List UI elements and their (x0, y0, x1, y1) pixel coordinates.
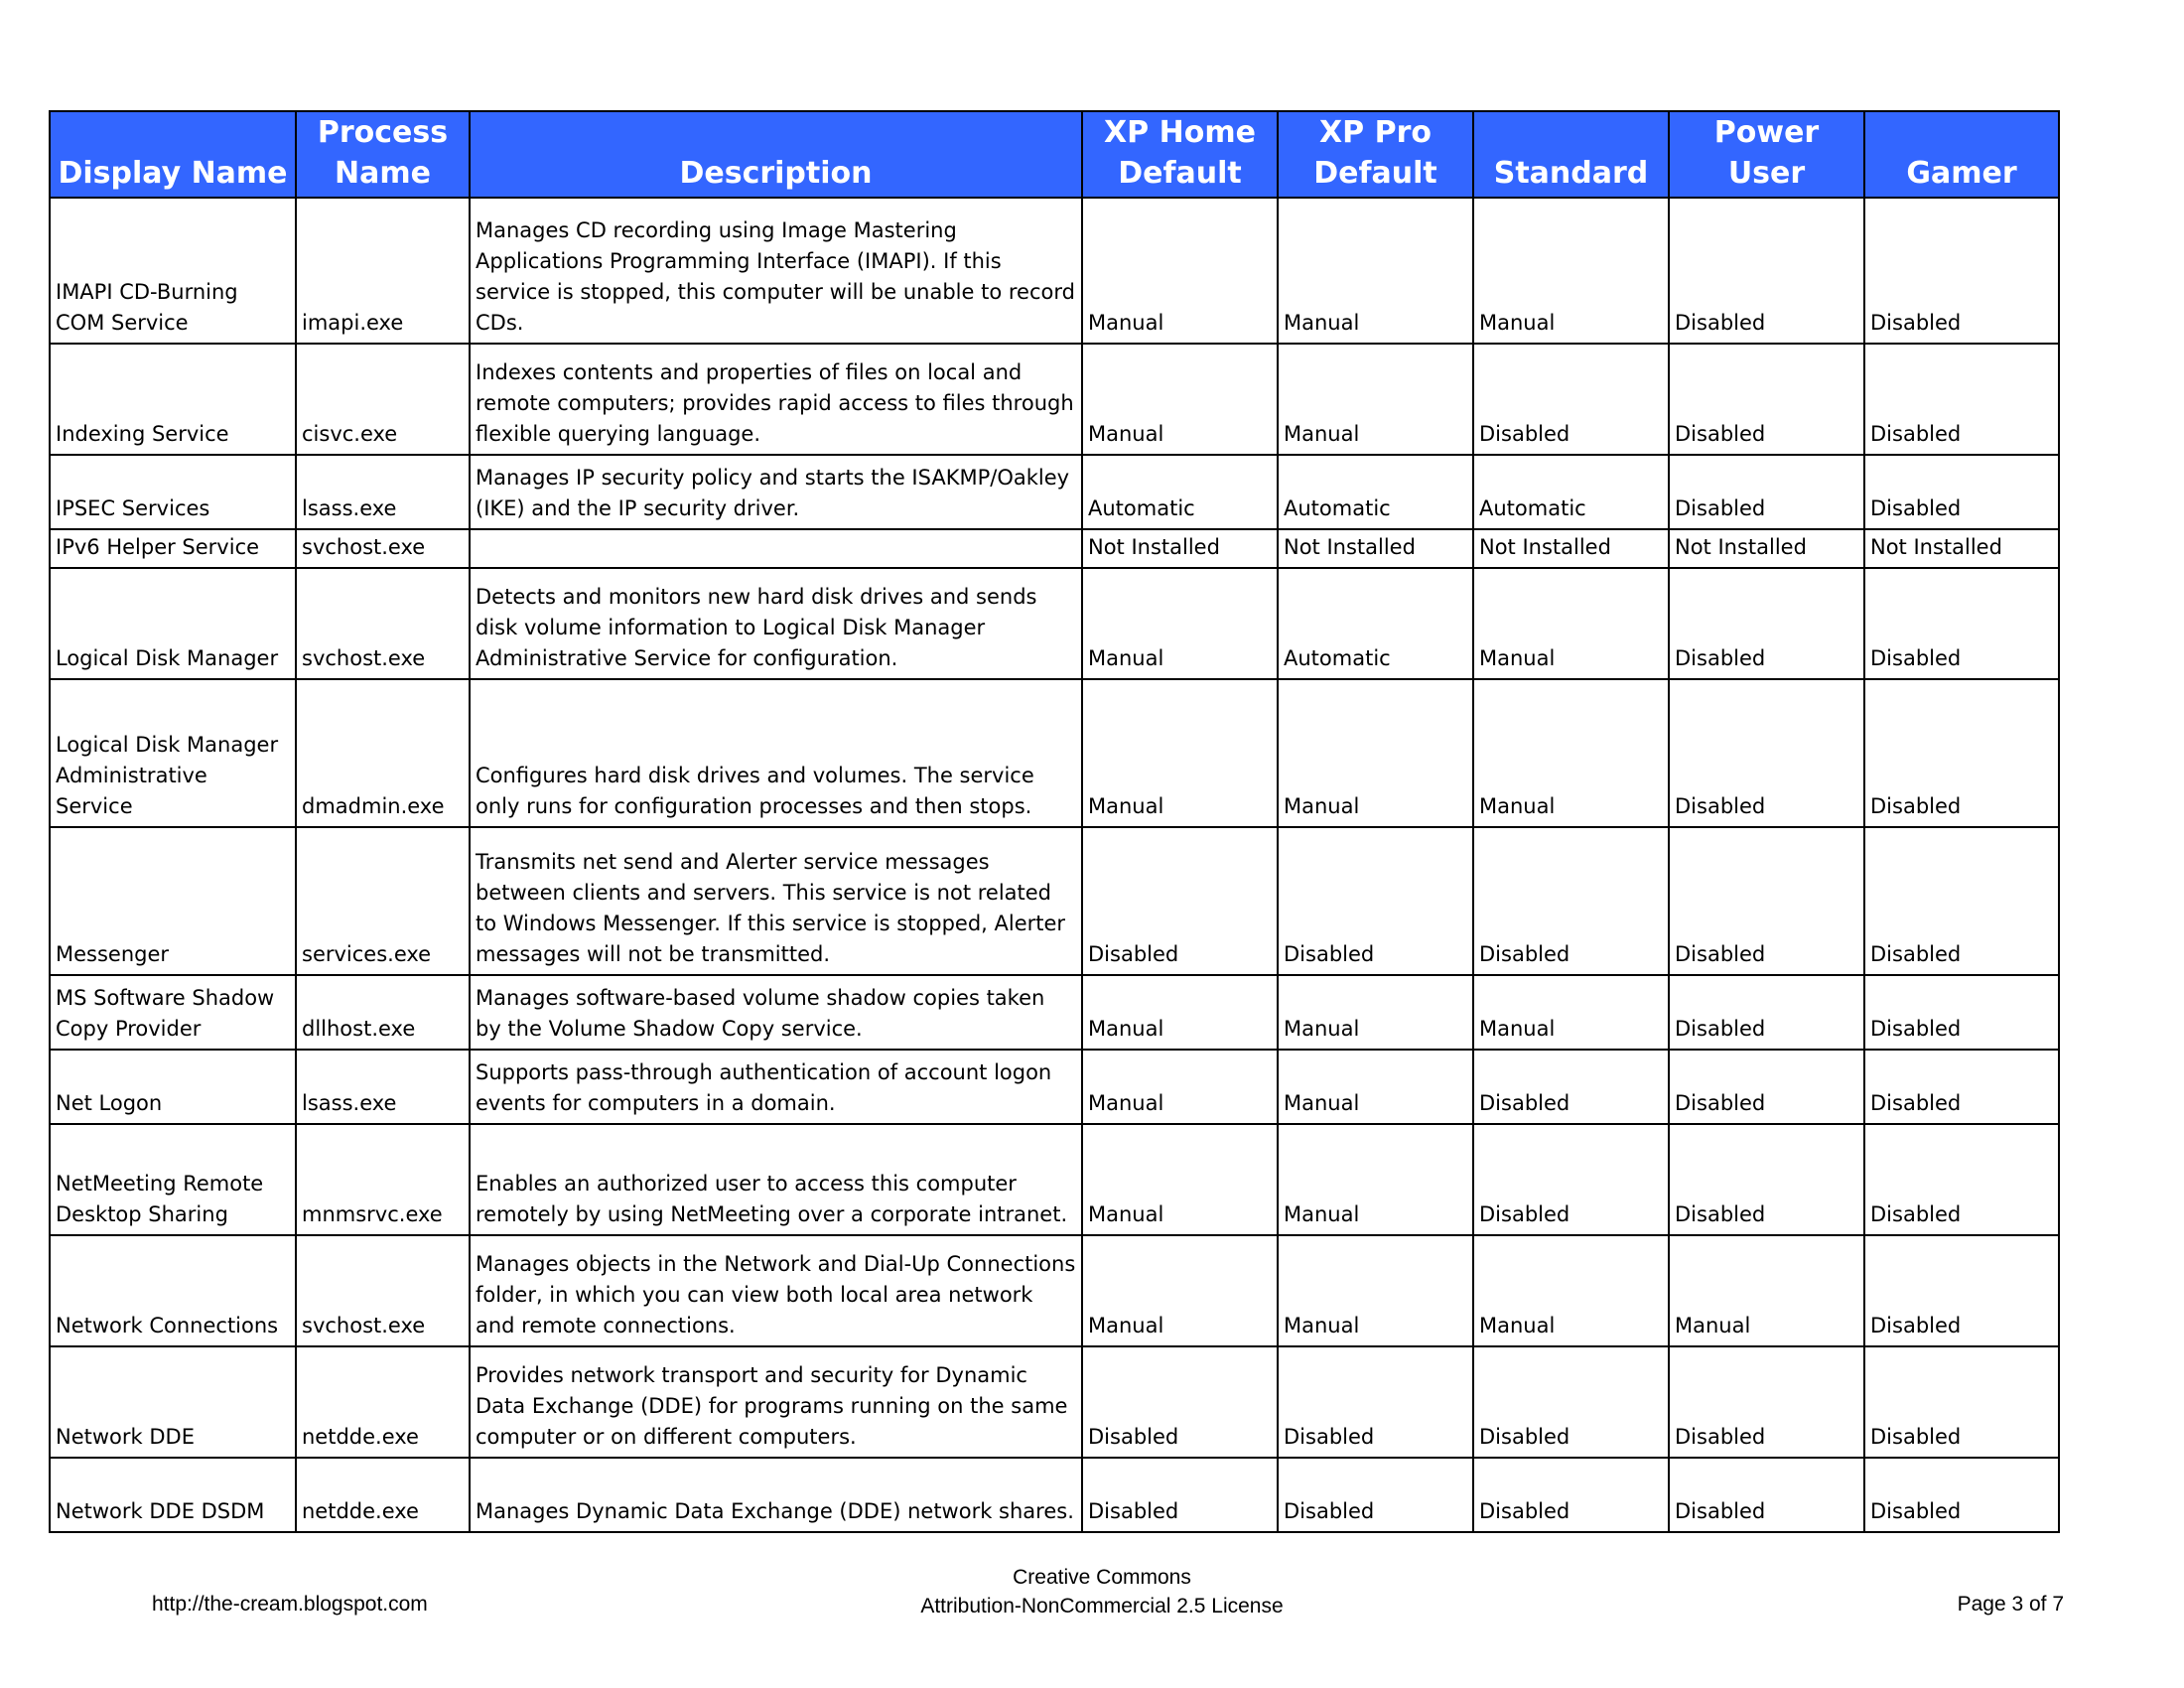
header-row (50, 111, 2059, 198)
table-row (50, 975, 2059, 1050)
cell-process-name: svchost.exe (296, 568, 470, 679)
cell-power-user: Disabled (1669, 455, 1864, 529)
cell-xp-pro-default: Manual (1278, 1235, 1473, 1346)
cell-display-name: Indexing Service (50, 344, 296, 455)
cell-xp-home-default: Not Installed (1082, 529, 1278, 568)
cell-process-name: lsass.exe (296, 1050, 470, 1124)
cell-xp-pro-default: Automatic (1278, 568, 1473, 679)
footer-page-number: Page 3 of 7 (1957, 1593, 2064, 1616)
cell-xp-home-default: Manual (1082, 679, 1278, 827)
cell-description: Provides network transport and security for Dynamic Data Exchange (DDE) for programs running on the same computer or on different computers. (470, 1346, 1082, 1458)
cell-xp-pro-default: Automatic (1278, 455, 1473, 529)
cell-power-user: Not Installed (1669, 529, 1864, 568)
cell-gamer: Not Installed (1864, 529, 2059, 568)
cell-description: Detects and monitors new hard disk drives and sends disk volume information to Logical Disk Manager Administrative Service for configuration. (470, 568, 1082, 679)
cell-power-user: Disabled (1669, 827, 1864, 975)
table-row (50, 1124, 2059, 1235)
header-xp-pro-default: XP Pro Default (1278, 111, 1473, 198)
cell-xp-home-default: Manual (1082, 975, 1278, 1050)
cell-gamer: Disabled (1864, 975, 2059, 1050)
cell-standard: Disabled (1473, 344, 1669, 455)
cell-process-name: svchost.exe (296, 529, 470, 568)
cell-process-name: dllhost.exe (296, 975, 470, 1050)
cell-power-user: Disabled (1669, 1346, 1864, 1458)
cell-xp-pro-default: Manual (1278, 1124, 1473, 1235)
cell-standard: Disabled (1473, 1346, 1669, 1458)
header-display-name: Display Name (50, 111, 296, 198)
cell-description: Configures hard disk drives and volumes. The service only runs for configuration processes and then stops. (470, 679, 1082, 827)
cell-gamer: Disabled (1864, 344, 2059, 455)
cell-process-name: services.exe (296, 827, 470, 975)
cell-gamer: Disabled (1864, 1124, 2059, 1235)
cell-process-name: netdde.exe (296, 1458, 470, 1532)
table-row (50, 679, 2059, 827)
cell-xp-pro-default: Manual (1278, 1050, 1473, 1124)
header-process-name: Process Name (296, 111, 470, 198)
table-row (50, 1346, 2059, 1458)
table-row (50, 529, 2059, 568)
cell-xp-home-default: Manual (1082, 344, 1278, 455)
table-row (50, 1235, 2059, 1346)
cell-standard: Disabled (1473, 1124, 1669, 1235)
table-row (50, 455, 2059, 529)
cell-xp-home-default: Disabled (1082, 1458, 1278, 1532)
cell-xp-pro-default: Manual (1278, 975, 1473, 1050)
cell-standard: Manual (1473, 1235, 1669, 1346)
cell-description: Supports pass-through authentication of account logon events for computers in a domain. (470, 1050, 1082, 1124)
cell-gamer: Disabled (1864, 568, 2059, 679)
table-row (50, 344, 2059, 455)
cell-gamer: Disabled (1864, 198, 2059, 344)
cell-display-name: Logical Disk Manager (50, 568, 296, 679)
cell-display-name: MS Software Shadow Copy Provider (50, 975, 296, 1050)
cell-standard: Manual (1473, 198, 1669, 344)
cell-xp-pro-default: Manual (1278, 679, 1473, 827)
table-body (50, 198, 2059, 1532)
cell-gamer: Disabled (1864, 827, 2059, 975)
cell-display-name: IPSEC Services (50, 455, 296, 529)
cell-display-name: Network Connections (50, 1235, 296, 1346)
cell-display-name: Network DDE (50, 1346, 296, 1458)
cell-display-name: Messenger (50, 827, 296, 975)
cell-xp-home-default: Disabled (1082, 827, 1278, 975)
footer-license (854, 1563, 1350, 1620)
cell-gamer: Disabled (1864, 1235, 2059, 1346)
cell-gamer: Disabled (1864, 1346, 2059, 1458)
cell-xp-pro-default: Disabled (1278, 827, 1473, 975)
cell-standard: Disabled (1473, 1050, 1669, 1124)
cell-standard: Manual (1473, 679, 1669, 827)
cell-xp-pro-default: Disabled (1278, 1458, 1473, 1532)
cell-process-name: svchost.exe (296, 1235, 470, 1346)
cell-power-user: Disabled (1669, 1458, 1864, 1532)
cell-gamer: Disabled (1864, 1458, 2059, 1532)
cell-description: Indexes contents and properties of files on local and remote computers; provides rapid access to files through flexible querying language. (470, 344, 1082, 455)
cell-power-user: Disabled (1669, 568, 1864, 679)
cell-xp-pro-default: Not Installed (1278, 529, 1473, 568)
cell-process-name: netdde.exe (296, 1346, 470, 1458)
footer-url: http://the-cream.blogspot.com (152, 1593, 428, 1616)
header-power-user: Power User (1669, 111, 1864, 198)
cell-standard: Disabled (1473, 1458, 1669, 1532)
cell-power-user: Manual (1669, 1235, 1864, 1346)
services-table (49, 110, 2060, 1533)
cell-power-user: Disabled (1669, 679, 1864, 827)
cell-xp-pro-default: Manual (1278, 198, 1473, 344)
table-row (50, 198, 2059, 344)
cell-display-name: IPv6 Helper Service (50, 529, 296, 568)
cell-standard: Manual (1473, 568, 1669, 679)
header-description: Description (470, 111, 1082, 198)
cell-process-name: cisvc.exe (296, 344, 470, 455)
cell-display-name: Logical Disk Manager Administrative Service (50, 679, 296, 827)
cell-power-user: Disabled (1669, 1124, 1864, 1235)
footer-license-line2: Attribution-NonCommercial 2.5 License (920, 1595, 1284, 1618)
cell-xp-pro-default: Manual (1278, 344, 1473, 455)
cell-xp-home-default: Manual (1082, 1124, 1278, 1235)
cell-description: Enables an authorized user to access this computer remotely by using NetMeeting over a corporate intranet. (470, 1124, 1082, 1235)
cell-description: Manages objects in the Network and Dial-Up Connections folder, in which you can view both local area network and remote connections. (470, 1235, 1082, 1346)
table-row (50, 1458, 2059, 1532)
cell-description (470, 529, 1082, 568)
cell-description: Manages software-based volume shadow copies taken by the Volume Shadow Copy service. (470, 975, 1082, 1050)
cell-standard: Automatic (1473, 455, 1669, 529)
table-row (50, 1050, 2059, 1124)
cell-description: Manages CD recording using Image Mastering Applications Programming Interface (IMAPI). If this service is stopped, this computer will be unable to record CDs. (470, 198, 1082, 344)
cell-gamer: Disabled (1864, 455, 2059, 529)
cell-display-name: Net Logon (50, 1050, 296, 1124)
cell-xp-home-default: Automatic (1082, 455, 1278, 529)
cell-process-name: imapi.exe (296, 198, 470, 344)
table-row (50, 568, 2059, 679)
cell-description: Manages Dynamic Data Exchange (DDE) network shares. (470, 1458, 1082, 1532)
cell-description: Manages IP security policy and starts the ISAKMP/Oakley (IKE) and the IP security driver. (470, 455, 1082, 529)
cell-power-user: Disabled (1669, 344, 1864, 455)
cell-xp-pro-default: Disabled (1278, 1346, 1473, 1458)
cell-xp-home-default: Disabled (1082, 1346, 1278, 1458)
cell-xp-home-default: Manual (1082, 198, 1278, 344)
cell-gamer: Disabled (1864, 1050, 2059, 1124)
header-gamer: Gamer (1864, 111, 2059, 198)
cell-process-name: mnmsrvc.exe (296, 1124, 470, 1235)
cell-process-name: dmadmin.exe (296, 679, 470, 827)
cell-display-name: IMAPI CD-Burning COM Service (50, 198, 296, 344)
table-row (50, 827, 2059, 975)
cell-power-user: Disabled (1669, 1050, 1864, 1124)
footer-license-line1: Creative Commons (1013, 1566, 1191, 1589)
cell-display-name: NetMeeting Remote Desktop Sharing (50, 1124, 296, 1235)
cell-power-user: Disabled (1669, 198, 1864, 344)
header-standard: Standard (1473, 111, 1669, 198)
cell-gamer: Disabled (1864, 679, 2059, 827)
cell-xp-home-default: Manual (1082, 1235, 1278, 1346)
cell-xp-home-default: Manual (1082, 1050, 1278, 1124)
cell-standard: Disabled (1473, 827, 1669, 975)
cell-description: Transmits net send and Alerter service messages between clients and servers. This service is not related to Windows Messenger. If this service is stopped, Alerter messages will not be transmitted. (470, 827, 1082, 975)
cell-xp-home-default: Manual (1082, 568, 1278, 679)
cell-process-name: lsass.exe (296, 455, 470, 529)
header-xp-home-default: XP Home Default (1082, 111, 1278, 198)
cell-display-name: Network DDE DSDM (50, 1458, 296, 1532)
cell-standard: Not Installed (1473, 529, 1669, 568)
cell-standard: Manual (1473, 975, 1669, 1050)
cell-power-user: Disabled (1669, 975, 1864, 1050)
